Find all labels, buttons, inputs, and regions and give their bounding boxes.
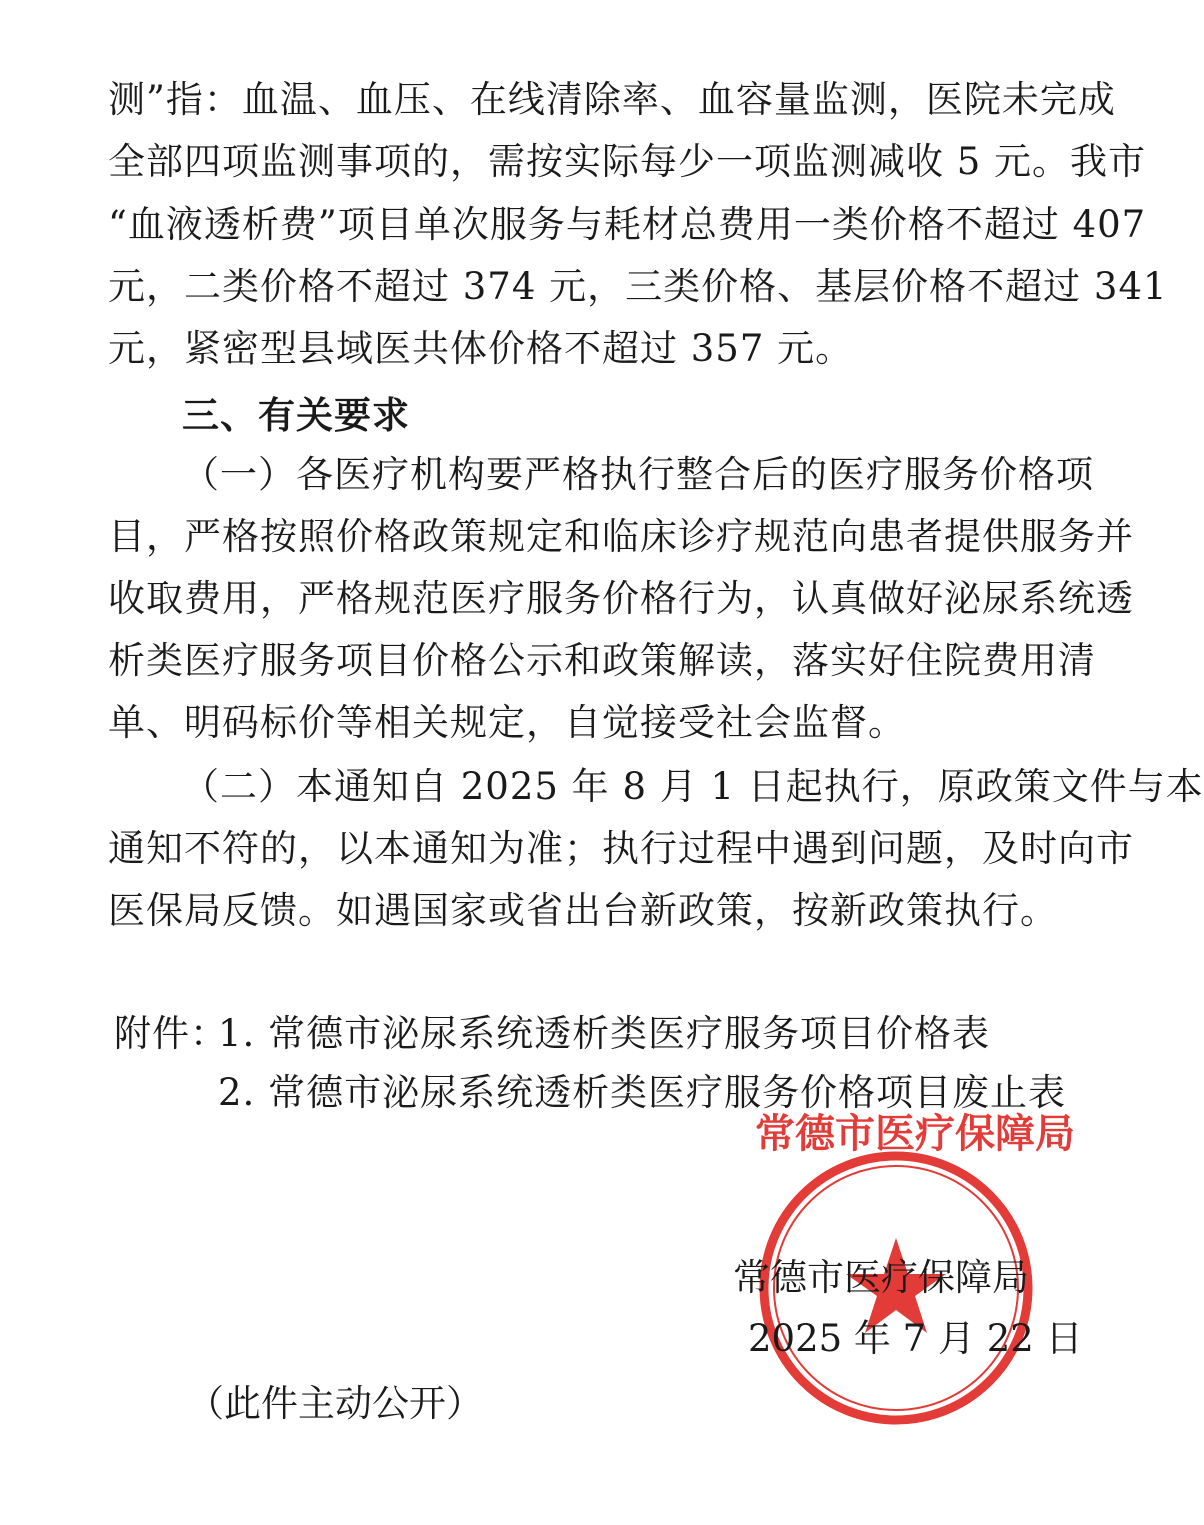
req1-line-1: （一）各医疗机构要严格执行整合后的医疗服务价格项 bbox=[182, 453, 1094, 496]
req1-line-3: 收取费用，严格规范医疗服务价格行为，认真做好泌尿系统透 bbox=[108, 577, 1134, 620]
req1-line-2: 目，严格按照价格政策规定和临床诊疗规范向患者提供服务并 bbox=[108, 515, 1134, 558]
attachment-item-2: 2. 常德市泌尿系统透析类医疗服务价格项目废止表 bbox=[218, 1071, 1067, 1114]
seal-text: 常德市医疗保障局 bbox=[755, 1111, 1075, 1157]
req2-line-1: （二）本通知自 2025 年 8 月 1 日起执行，原政策文件与本 bbox=[182, 765, 1204, 808]
attachment-item-1: 1. 常德市泌尿系统透析类医疗服务项目价格表 bbox=[218, 1012, 991, 1055]
req2-line-3: 医保局反馈。如遇国家或省出台新政策，按新政策执行。 bbox=[108, 889, 1058, 932]
signature-org: 常德市医疗保障局 bbox=[733, 1256, 1029, 1299]
body-line-3: “血液透析费”项目单次服务与耗材总费用一类价格不超过 407 bbox=[108, 203, 1147, 246]
req1-line-4: 析类医疗服务项目价格公示和政策解读，落实好住院费用清 bbox=[108, 639, 1096, 682]
req2-line-2: 通知不符的，以本通知为准；执行过程中遇到问题，及时向市 bbox=[108, 827, 1134, 870]
attachments-label: 附件： bbox=[114, 1012, 228, 1055]
disclosure-note: （此件主动公开） bbox=[187, 1382, 483, 1425]
body-line-5: 元，紧密型县域医共体价格不超过 357 元。 bbox=[108, 327, 854, 370]
body-line-1: 测”指：血温、血压、在线清除率、血容量监测，医院未完成 bbox=[108, 78, 1116, 121]
body-line-4: 元，二类价格不超过 374 元，三类价格、基层价格不超过 341 bbox=[108, 265, 1168, 308]
body-line-2: 全部四项监测事项的，需按实际每少一项监测减收 5 元。我市 bbox=[108, 140, 1147, 183]
signature-date: 2025 年 7 月 22 日 bbox=[748, 1317, 1083, 1360]
req1-line-5: 单、明码标价等相关规定，自觉接受社会监督。 bbox=[108, 701, 906, 744]
section-heading: 三、有关要求 bbox=[182, 394, 410, 437]
